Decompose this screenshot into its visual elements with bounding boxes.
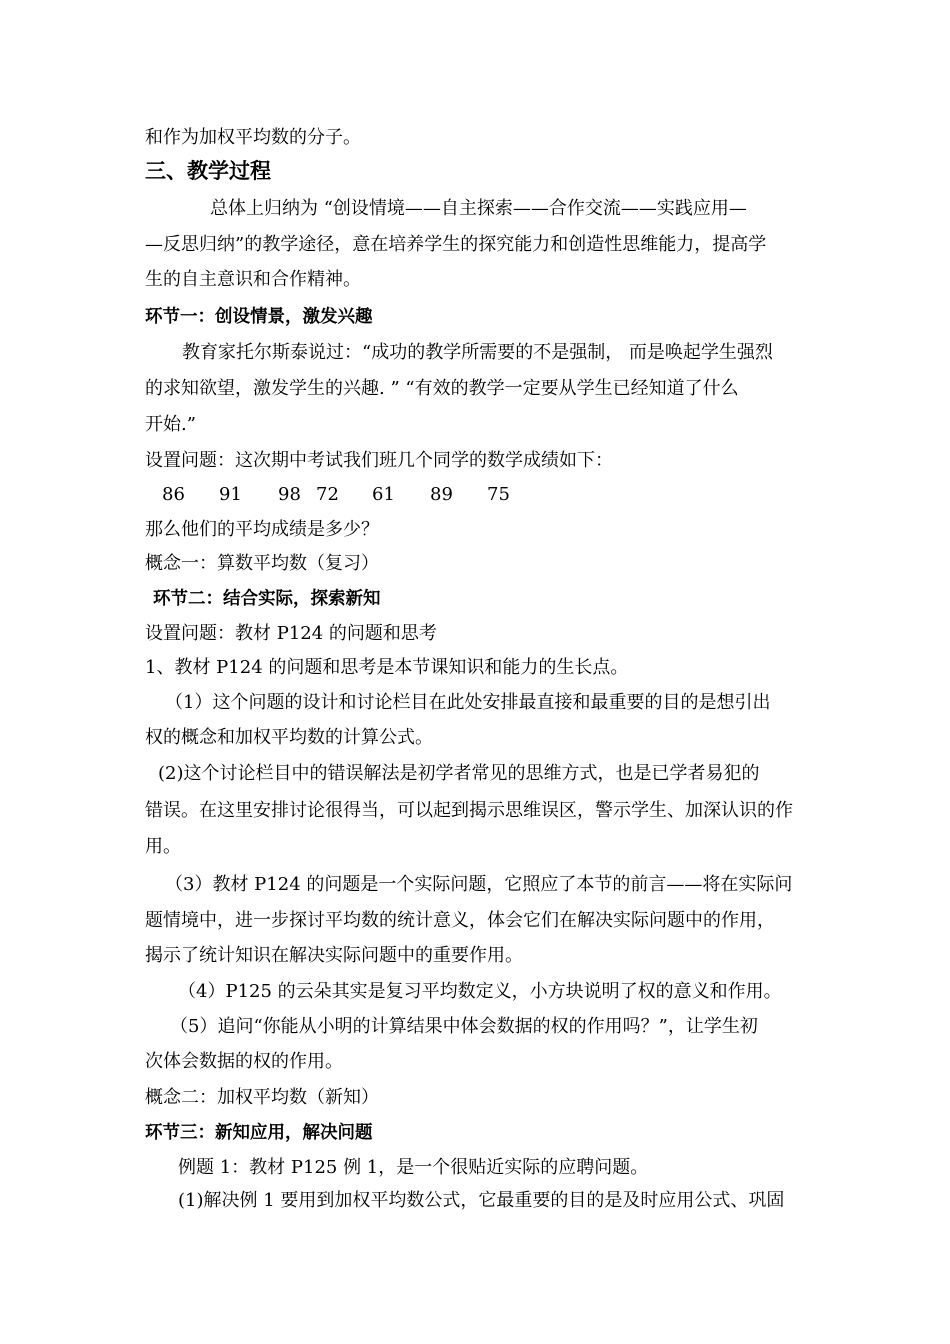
paragraph-line: 用。 — [145, 836, 181, 857]
paragraph-line: 次体会数据的权的作用。 — [145, 1051, 343, 1072]
paragraph-line: 那么他们的平均成绩是多少？ — [145, 519, 379, 540]
score-value: 86 — [162, 484, 185, 505]
paragraph-line: 概念二：加权平均数（新知） — [145, 1087, 379, 1108]
subsection-heading: 环节一：创设情景，激发兴趣 — [145, 307, 373, 327]
paragraph-line: (1)解决例 1 要用到加权平均数公式，它最重要的目的是及时应用公式、巩固 — [178, 1190, 785, 1211]
paragraph-line: 总体上归纳为 “创设情境——自主探索——合作交流——实践应用— — [210, 198, 747, 219]
paragraph-line: —反思归纳”的教学途径，意在培养学生的探究能力和创造性思维能力，提高学 — [145, 234, 767, 255]
score-value: 75 — [487, 484, 510, 505]
paragraph-line: 设置问题：教材 P124 的问题和思考 — [145, 623, 437, 644]
score-value: 98 — [278, 484, 301, 505]
paragraph-line: 和作为加权平均数的分子。 — [145, 127, 361, 148]
paragraph-line: 题情境中，进一步探讨平均数的统计意义，体会它们在解决实际问题中的作用， — [145, 910, 775, 931]
subsection-heading: 环节二：结合实际，探索新知 — [153, 589, 381, 609]
paragraph-line: 概念一：算数平均数（复习） — [145, 553, 379, 574]
paragraph-line: 揭示了统计知识在解决实际问题中的重要作用。 — [145, 945, 523, 966]
section-heading: 三、教学过程 — [145, 159, 271, 183]
paragraph-line: （5）追问“你能从小明的计算结果中体会数据的权的作用吗？”，让学生初 — [170, 1016, 758, 1037]
paragraph-line: 权的概念和加权平均数的计算公式。 — [145, 727, 433, 748]
paragraph-line: 生的自主意识和合作精神。 — [145, 269, 361, 290]
paragraph-line: （4）P125 的云朵其实是复习平均数定义，小方块说明了权的意义和作用。 — [178, 981, 782, 1002]
score-value: 72 — [316, 484, 339, 505]
paragraph-line: 的求知欲望，激发学生的兴趣. ” “有效的教学一定要从学生已经知道了什么 — [145, 378, 739, 399]
paragraph-line: （3）教材 P124 的问题是一个实际问题，它照应了本节的前言——将在实际问 — [165, 874, 793, 895]
paragraph-line: 设置问题：这次期中考试我们班几个同学的数学成绩如下： — [145, 450, 613, 471]
score-value: 91 — [219, 484, 242, 505]
paragraph-line: （1）这个问题的设计和讨论栏目在此处安排最直接和最重要的目的是想引出 — [165, 692, 771, 713]
paragraph-line: 错误。在这里安排讨论很得当，可以起到揭示思维误区，警示学生、加深认识的作 — [145, 800, 793, 821]
paragraph-line: 教育家托尔斯泰说过：“成功的教学所需要的不是强制， 而是唤起学生强烈 — [182, 342, 773, 363]
paragraph-line: 开始.” — [145, 414, 196, 435]
subsection-heading: 环节三：新知应用，解决问题 — [145, 1123, 373, 1143]
score-value: 89 — [430, 484, 453, 505]
paragraph-line: 例题 1：教材 P125 例 1，是一个很贴近实际的应聘问题。 — [178, 1157, 649, 1178]
paragraph-line: 1、教材 P124 的问题和思考是本节课知识和能力的生长点。 — [145, 657, 629, 678]
paragraph-line: (2)这个讨论栏目中的错误解法是初学者常见的思维方式，也是已学者易犯的 — [158, 763, 760, 784]
score-value: 61 — [372, 484, 395, 505]
